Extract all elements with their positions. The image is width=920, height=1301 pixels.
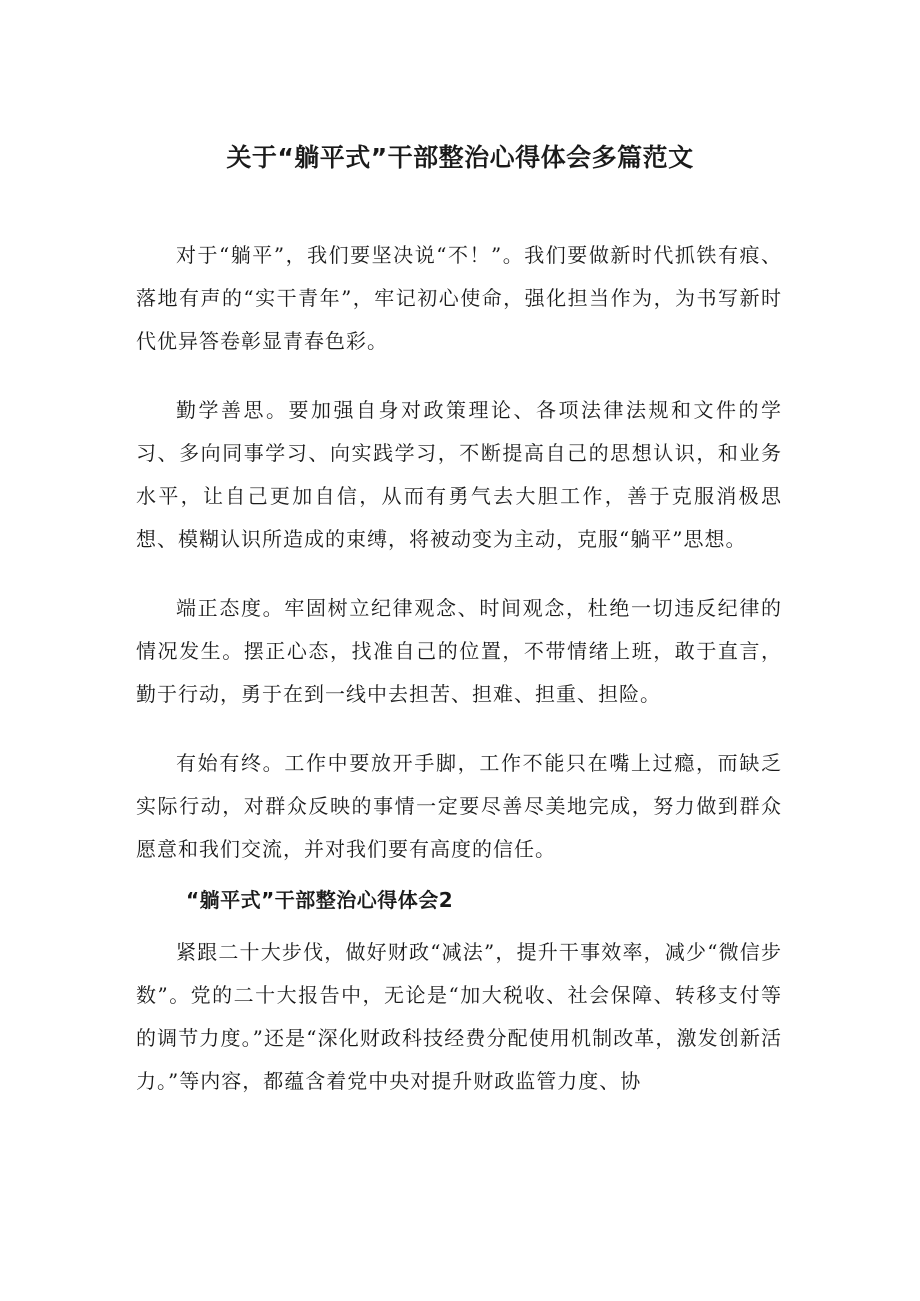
- paragraph-attitude: 端正态度。牢固树立纪律观念、时间观念，杜绝一切违反纪律的情况发生。摆正心态，找准自己的位置，不带情绪上班，敢于直言，勤于行动，勇于在到一线中去担苦、担难、担重、担险。: [136, 596, 782, 706]
- paragraph-finance: 紧跟二十大步伐，做好财政“减法”，提升干事效率，减少“微信步数”。党的二十大报告中，无论是“加大税收、社会保障、转移支付等的调节力度。”还是“深化财政科技经费分配使用机制改革，激发创新活力。”等内容，都蕴含着党中央对提升财政监管力度、协: [136, 940, 782, 1093]
- paragraph-intro: 对于“躺平”，我们要坚决说“不！”。我们要做新时代抓铁有痕、落地有声的“实干青年”，牢记初心使命，强化担当作为，为书写新时代优异答卷彰显青春色彩。: [136, 243, 782, 353]
- document-title: 关于“躺平式”干部整治心得体会多篇范文: [226, 143, 694, 172]
- paragraph-study: 勤学善思。要加强自身对政策理论、各项法律法规和文件的学习、多向同事学习、向实践学习，不断提高自己的思想认识，和业务水平，让自己更加自信，从而有勇气去大胆工作，善于克服消极思想、模糊认识所造成的束缚，将被动变为主动，克服“躺平”思想。: [136, 398, 782, 551]
- document-body: [136, 234, 782, 1103]
- section-heading-2: “躺平式”干部整治心得体会2: [186, 888, 454, 912]
- paragraph-follow-through: 有始有终。工作中要放开手脚，工作不能只在嘴上过瘾，而缺乏实际行动，对群众反映的事情一定要尽善尽美地完成，努力做到群众愿意和我们交流，并对我们要有高度的信任。: [136, 751, 782, 861]
